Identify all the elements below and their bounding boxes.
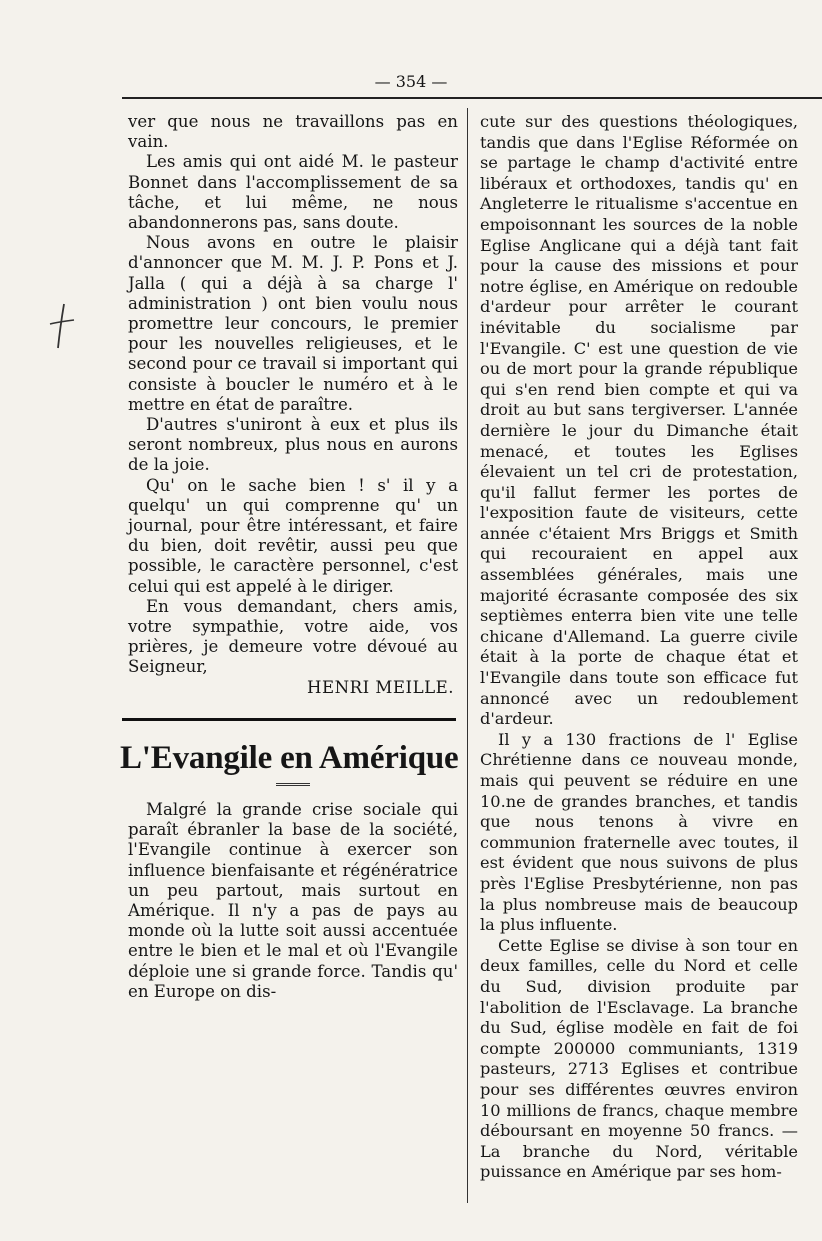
signature: HENRI MEILLE. <box>306 677 454 697</box>
left-paragraph-7: Malgré la grande crise sociale qui paraît ébranler la base de la société, l'Evangile continue à exercer son influence bienfaisante et régénératrice un peu partout, mais surtout en Amérique. Il n'y a pas de pays au monde où la lutte soit aussi accentuée entre le bien et le mal et où l'Evangile déploie une si grande force. Tandis qu' en Europe on dis- <box>128 799 458 1001</box>
left-column <box>120 112 459 1002</box>
right-column <box>480 112 798 1183</box>
top-rule <box>122 97 822 99</box>
right-paragraph-3: Cette Eglise se divise à son tour en deux familles, celle du Nord et celle du Sud, division produite par l'abolition de l'Esclavage. La branche du Sud, église modèle en fait de foi compte 200000 communiants, 1319 pasteurs, 2713 Eglises et contribue pour ses différentes œuvres environ 10 millions de francs, chaque membre déboursant en moyenne 50 francs. — La branche du Nord, véritable puissance en Amérique par ses hom- <box>480 935 798 1182</box>
left-paragraph-5: Qu' on le sache bien ! s' il y a quelqu' un qui comprenne qu' un journal, pour être intéressant, et faire du bien, doit revêtir, aussi peu que possible, le caractère personnel, c'est celui qui est appelé à le diriger. <box>128 475 458 596</box>
heading-ornament <box>276 783 310 786</box>
column-divider <box>467 108 468 1203</box>
page-number: — 354 — <box>374 72 448 91</box>
left-paragraph-3: Nous avons en outre le plaisir d'annoncer que M. M. J. P. Pons et J. Jalla ( qui a déjà à sa charge l' administration ) ont bien voulu nous promettre leur concours, le premier pour les nouvelles religieuses, et le second pour ce travail si important qui consiste à boucler le numéro et à le mettre en état de paraître. <box>128 233 458 414</box>
section-rule <box>122 718 456 721</box>
article-heading: L'Evangile en Amérique <box>120 739 459 776</box>
right-paragraph-2: Il y a 130 fractions de l' Eglise Chrétienne dans ce nouveau monde, mais qui peuvent se réduire en une 10.ne de grandes branches, et tandis que nous tenons à vivre en communion fraternelle avec toutes, il est évident que nous suivons de plus près l'Eglise Presbytérienne, non pas la plus nombreuse mais de beaucoup la plus influente. <box>480 729 798 935</box>
handwritten-margin-mark <box>46 302 76 350</box>
left-paragraph-1: ver que nous ne travaillons pas en vain. <box>128 112 458 152</box>
left-paragraph-4: D'autres s'uniront à eux et plus ils seront nombreux, plus nous en aurons de la joie. <box>128 415 458 475</box>
left-paragraph-2: Les amis qui ont aidé M. le pasteur Bonnet dans l'accomplissement de sa tâche, et lui même, ne nous abandonnerons pas, sans doute. <box>128 152 458 233</box>
left-paragraph-6: En vous demandant, chers amis, votre sympathie, votre aide, vos prières, je demeure votre dévoué au Seigneur, <box>128 596 458 677</box>
right-paragraph-1: cute sur des questions théologiques, tandis que dans l'Eglise Réformée on se partage le champ d'activité entre libéraux et orthodoxes, tandis qu' en Angleterre le ritualisme s'accentue en empoisonnant les sources de la noble Eglise Anglicane qui a déjà tant fait pour la cause des missions et pour notre église, en Amérique on redouble d'ardeur pour arrêter le courant inévitable du socialisme par l'Evangile. C' est une question de vie ou de mort pour la grande république qui s'en rend bien compte et qui va droit au but sans tergiverser. L'année dernière le jour du Dimanche était menacé, et toutes les Eglises élevaient un tel cri de protestation, qu'il fallut fermer les portes de l'exposition faute de visiteurs, cette année c'étaient Mrs Briggs et Smith qui recouraient en appel aux assemblées générales, mais une majorité écrasante composée des six septièmes enterra bien vite une telle chicane d'Allemand. La guerre civile était à la porte de chaque état et l'Evangile dans toute son efficace fut annoncé avec un redoublement d'ardeur. <box>480 112 798 729</box>
